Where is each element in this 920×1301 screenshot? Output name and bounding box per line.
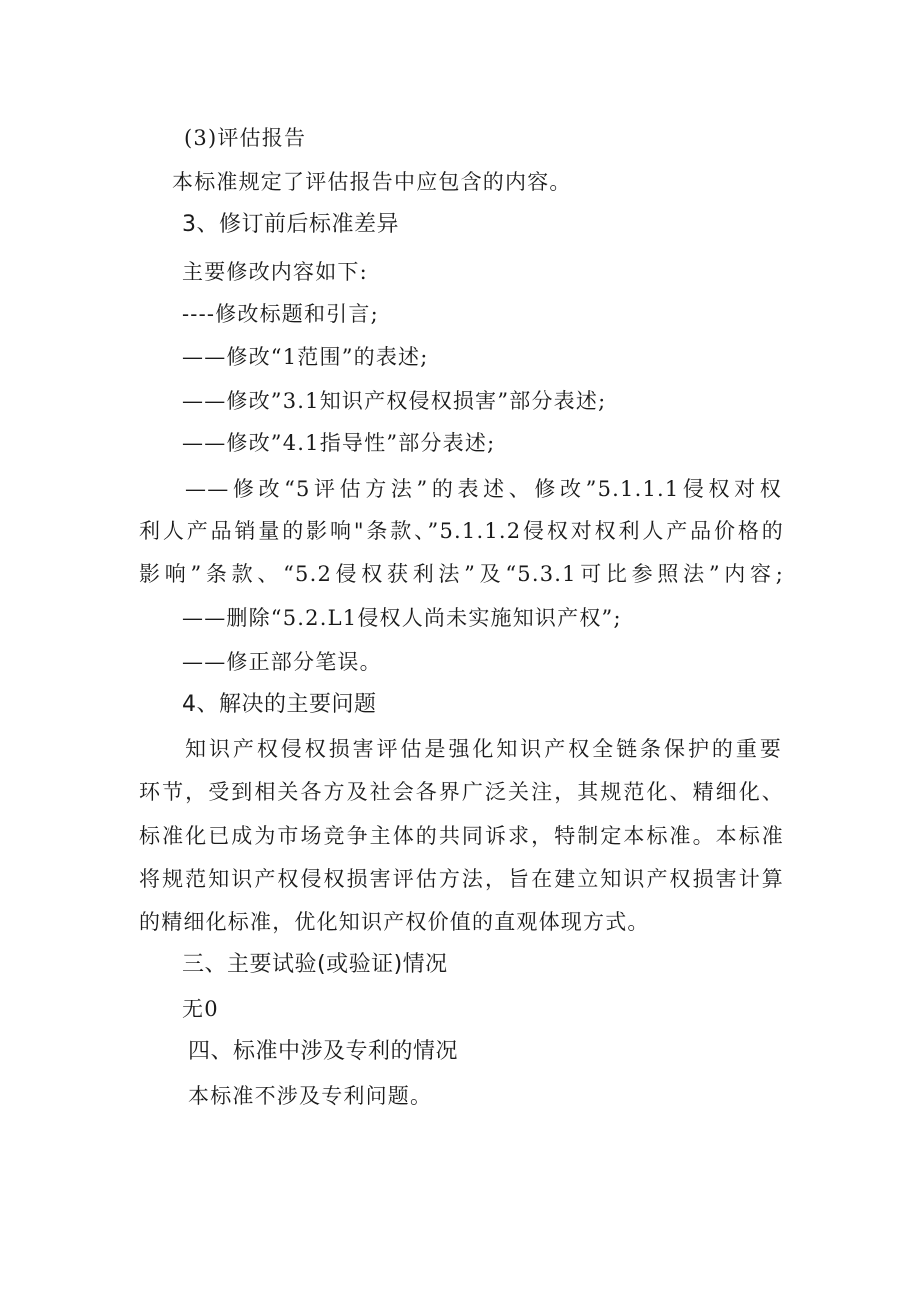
heading-tests-verification: 三、主要试验(或验证)情况 <box>182 952 448 977</box>
paragraph-no-patents: 本标准不涉及专利问题。 <box>188 1084 433 1108</box>
change-item: ——修改“5评估方法”的表述、修改”5.1.1.1侵权对权 <box>185 477 782 501</box>
change-item: ----修改标题和引言; <box>182 302 379 326</box>
change-item: ——修改”4.1指导性”部分表述; <box>182 431 496 455</box>
change-item: ——修改“1范围”的表述; <box>182 345 429 369</box>
change-item: ——删除“5.2.L1侵权人尚未实施知识产权”; <box>182 606 622 630</box>
change-item: ——修正部分笔误。 <box>182 650 382 674</box>
paragraph-main-changes-intro: 主要修改内容如下: <box>182 260 368 284</box>
paragraph-main-problems: 标准化已成为市场竞争主体的共同诉求，特制定本标准。本标准 <box>139 824 784 848</box>
paragraph-report-content: 本标准规定了评估报告中应包含的内容。 <box>172 170 572 194</box>
subsection-assessment-report: (3)评估报告 <box>184 126 307 150</box>
heading-patents: 四、标准中涉及专利的情况 <box>188 1039 459 1064</box>
change-item-continued: 影响”条款、“5.2侵权获利法”及“5.3.1可比参照法”内容; <box>139 562 784 586</box>
paragraph-main-problems: 将规范知识产权侵权损害评估方法，旨在建立知识产权损害计算 <box>139 867 784 891</box>
change-item: ——修改”3.1知识产权侵权损害”部分表述; <box>182 389 607 413</box>
paragraph-none: 无0 <box>182 997 219 1021</box>
paragraph-main-problems: 的精细化标准，优化知识产权价值的直观体现方式。 <box>139 910 650 934</box>
heading-main-problems: 4、解决的主要问题 <box>182 692 377 717</box>
paragraph-main-problems: 知识产权侵权损害评估是强化知识产权全链条保护的重要 <box>185 737 782 761</box>
change-item-continued: 利人产品销量的影响"条款、”5.1.1.2侵权对权利人产品价格的 <box>139 519 784 543</box>
paragraph-main-problems: 环节，受到相关各方及社会各界广泛关注，其规范化、精细化、 <box>139 780 784 804</box>
heading-revision-differences: 3、修订前后标准差异 <box>182 212 399 237</box>
